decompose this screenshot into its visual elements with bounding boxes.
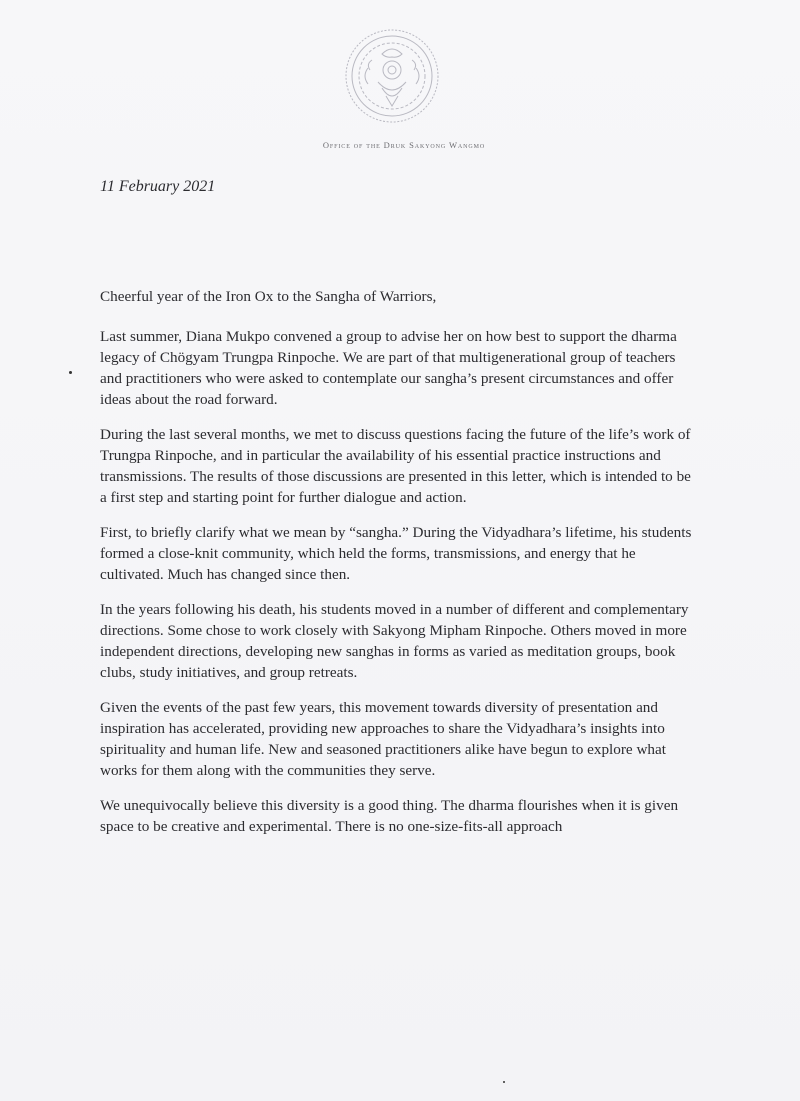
paragraph-5: Given the events of the past few years, this movement towards diversity of presentation and inspiration has accelerated, providing new approaches to share the Vidyadhara’s insights into spirituality and human life. New and seasoned practitioners alike have begun to explore what works for them along with the communities they serve. xyxy=(100,699,666,779)
paragraph-4: In the years following his death, his students moved in a number of different and complementary directions. Some chose to work closely with Sakyong Mipham Rinpoche. Others moved in more independent directions, developing new sanghas in forms as varied as meditation groups, book clubs, study initiatives, and group retreats. xyxy=(100,601,689,681)
emblem-seal-icon xyxy=(342,24,442,128)
letter-body xyxy=(100,286,700,851)
paragraph-1: Last summer, Diana Mukpo convened a group to advise her on how best to support the dharma legacy of Chögyam Trungpa Rinpoche. We are part of that multigenerational group of teachers and practitioners who were asked to contemplate our sangha’s present circumstances and offer ideas about the road forward. xyxy=(100,328,677,408)
scan-speck xyxy=(69,371,72,374)
scan-speck xyxy=(503,1081,505,1083)
paragraph-6: We unequivocally believe this diversity is a good thing. The dharma flourishes when it is given space to be creative and experimental. There is no one-size-fits-all approach xyxy=(100,797,679,835)
paragraph-2: During the last several months, we met to discuss questions facing the future of the life’s work of Trungpa Rinpoche, and in particular the availability of his essential practice instructions and transmissions. The results of those discussions are presented in this letter, which is intended to be a first step and starting point for further dialogue and action. xyxy=(100,426,691,506)
salutation: Cheerful year of the Iron Ox to the Sangha of Warriors, xyxy=(100,288,437,305)
letter-date: 11 February 2021 xyxy=(100,178,216,195)
paragraph-3: First, to briefly clarify what we mean by “sangha.” During the Vidyadhara’s lifetime, his students formed a close-knit community, which held the forms, transmissions, and energy that he cultivated. Much has changed since then. xyxy=(100,524,692,583)
office-header: Office of the Druk Sakyong Wangmo xyxy=(322,140,486,150)
